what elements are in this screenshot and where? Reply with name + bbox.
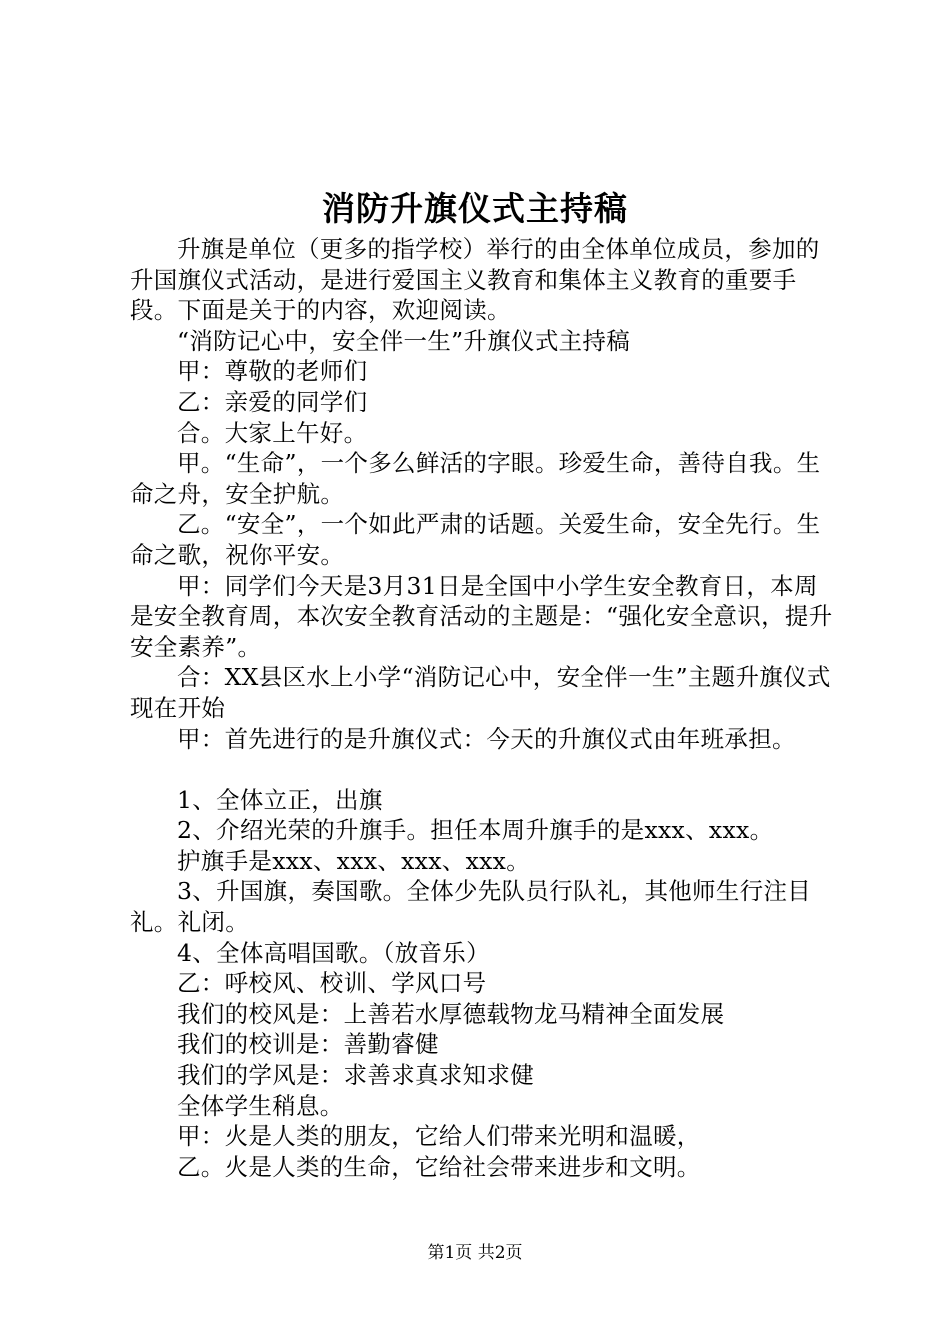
document-body [130,234,840,1182]
paragraph-line: 全体学生稍息。 [177,1091,344,1120]
paragraph-line: 4、全体高唱国歌。（放音乐） [177,938,490,967]
paragraph-line: 甲：尊敬的老师们 [177,357,368,386]
paragraph-line: 我们的校风是：上善若水厚德载物龙马精神全面发展 [177,999,725,1028]
paragraph-line: 甲：首先进行的是升旗仪式：今天的升旗仪式由年班承担。 [177,724,796,753]
document-title: 消防升旗仪式主持稿 [322,189,628,228]
paragraph-line: 甲：同学们今天是3月31日是全国中小学生安全教育日，本周是安全教育周，本次安全教育活动的主题是：“强化安全意识，提升安全素养”。 [130,571,833,661]
paragraph-line: 2、介绍光荣的升旗手。担任本周升旗手的是xxx、xxx。 [177,816,774,845]
paragraph-subtitle: “消防记心中，安全伴一生”升旗仪式主持稿 [177,326,631,355]
blank-line [130,754,840,785]
paragraph-line: 乙。“安全”，一个如此严肃的话题。关爱生命，安全先行。生命之歌，祝你平安。 [130,510,821,569]
paragraph-line: 我们的学风是：求善求真求知求健 [177,1061,534,1090]
page-footer: 第1页 共2页 [427,1243,523,1263]
paragraph-intro: 升旗是单位（更多的指学校）举行的由全体单位成员，参加的升国旗仪式活动，是进行爱国主义教育和集体主义教育的重要手段。下面是关于的内容，欢迎阅读。 [130,235,820,325]
paragraph-line: 合：XX县区水上小学“消防记心中，安全伴一生”主题升旗仪式现在开始 [130,663,831,722]
paragraph-line: 1、全体立正，出旗 [177,785,383,814]
paragraph-line: 乙：呼校风、校训、学风口号 [177,969,487,998]
paragraph-line: 3、升国旗，奏国歌。全体少先队员行队礼，其他师生行注目礼。礼闭。 [130,877,812,937]
paragraph-line: 我们的校训是：善勤睿健 [177,1030,439,1059]
paragraph-line: 甲。“生命”，一个多么鲜活的字眼。珍爱生命，善待自我。生命之舟，安全护航。 [130,449,821,508]
paragraph-line: 乙：亲爱的同学们 [177,387,368,416]
paragraph-line: 乙。火是人类的生命，它给社会带来进步和文明。 [177,1152,701,1181]
paragraph-line: 护旗手是xxx、xxx、xxx、xxx。 [177,846,531,875]
paragraph-line: 合。大家上午好。 [177,418,368,447]
paragraph-line: 甲：火是人类的朋友，它给人们带来光明和温暖， [177,1122,701,1151]
